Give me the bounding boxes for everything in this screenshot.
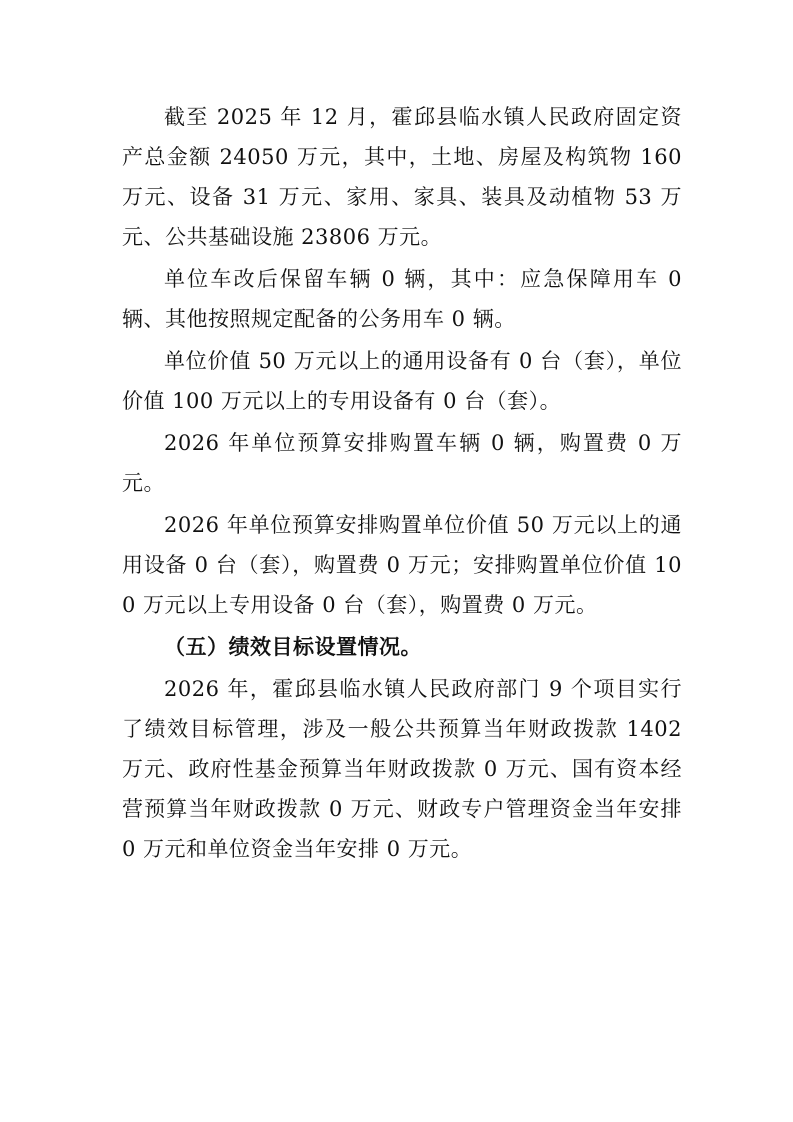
vehicles-paragraph: 单位车改后保留车辆 0 辆，其中：应急保障用车 0 辆、其他按照规定配备的公务用车 0 辆。 <box>122 267 682 331</box>
performance-paragraph: 2026 年，霍邱县临水镇人民政府部门 9 个项目实行了绩效目标管理，涉及一般公共预算当年财政拨款 1402 万元、政府性基金预算当年财政拨款 0 万元、国有资本经营预算当年财政拨款 0 万元、财政专户管理资金当年安排 0 万元和单位资金当年安排 0 万元。 <box>122 677 682 861</box>
vehicle-purchase-paragraph: 2026 年单位预算安排购置车辆 0 辆，购置费 0 万元。 <box>122 431 682 495</box>
fixed-assets-paragraph: 截至 2025 年 12 月，霍邱县临水镇人民政府固定资产总金额 24050 万元，其中，土地、房屋及构筑物 160 万元、设备 31 万元、家用、家具、装具及动植物 53 万元、公共基础设施 23806 万元。 <box>122 105 682 249</box>
section-heading: （五）绩效目标设置情况。 <box>164 634 422 659</box>
equipment-purchase-paragraph: 2026 年单位预算安排购置单位价值 50 万元以上的通用设备 0 台（套），购置费 0 万元；安排购置单位价值 100 万元以上专用设备 0 台（套），购置费 0 万元。 <box>122 513 682 617</box>
document-body <box>122 97 682 871</box>
equipment-paragraph: 单位价值 50 万元以上的通用设备有 0 台（套），单位价值 100 万元以上的专用设备有 0 台（套）。 <box>122 349 682 413</box>
